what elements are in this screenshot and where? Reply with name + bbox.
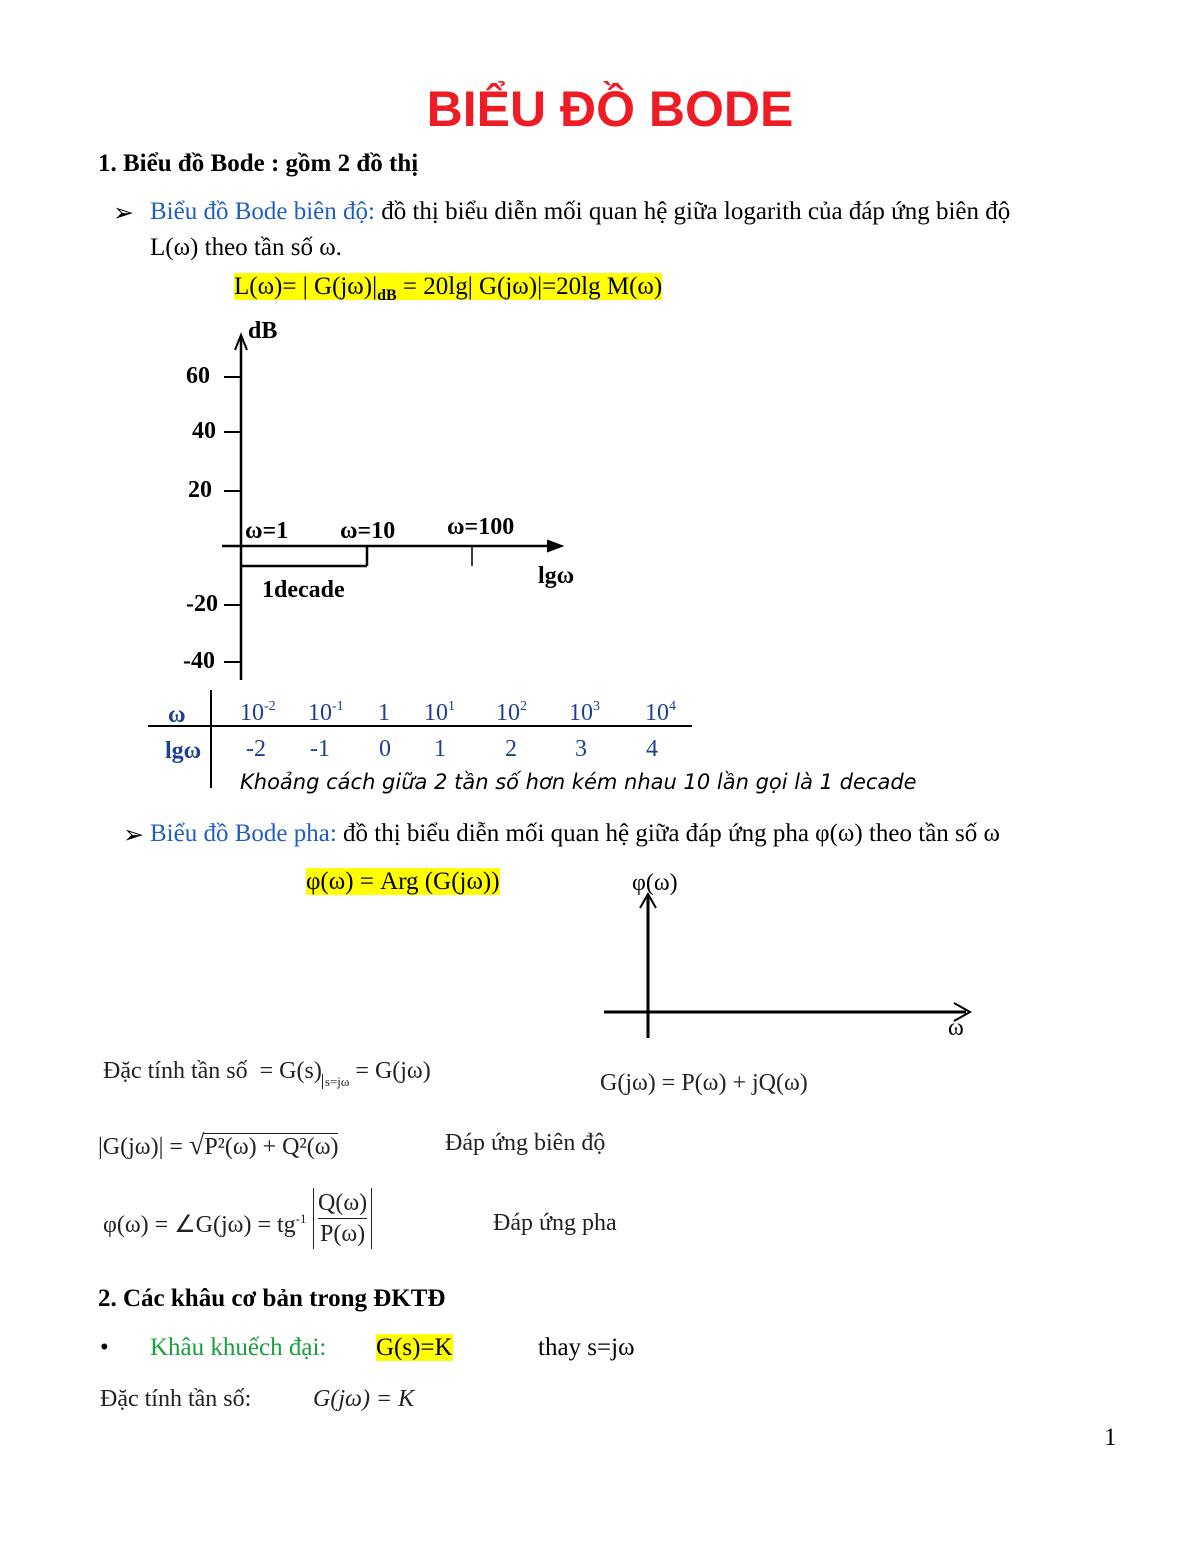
table-omega-cell: $10^{-2}$ [240,699,276,726]
table-row-2-label: lgω [165,738,202,764]
table-row-1-label: ω [168,702,186,728]
phase-eq: φ(ω) = ∠G(jω) = $tg^{-1}$ [103,1211,307,1238]
bullet-2-label: Biểu đồ Bode pha: [150,820,337,847]
table-omega-cell: $10^{-1}$ [308,699,344,726]
x-axis-arrow-icon [547,540,563,552]
bullet-1-text: đồ thị biểu diễn mối quan hệ giữa logarith của đáp ứng biên độ [381,198,1011,225]
y-tick-label: 40 [192,418,216,444]
y-tick-label: 20 [188,477,212,503]
substitution-note: thay s=jω [538,1334,635,1361]
y-unit-label: dB [248,318,278,344]
bullet-2-line [150,820,1000,848]
bullet-arrow-icon: ➢ [123,822,144,849]
table-lg-cell: 0 [379,736,391,762]
table-lg-cell: -2 [246,736,266,762]
freq-label-1: ω=1 [245,518,289,544]
section-2-freq-char-eq: G(jω) = K [313,1386,415,1412]
page-title: BIỂU ĐỒ BODE [426,81,794,137]
y-tick-label: -20 [186,591,218,617]
section-1-heading: 1. Biểu đồ Bode : gồm 2 đồ thị [98,150,419,177]
table-lg-cell: 1 [434,736,446,762]
phase-eq-fraction: Q(ω) P(ω) [313,1188,372,1249]
page-number: 1 [1104,1424,1117,1451]
bullet-1-line-2: L(ω) theo tần số ω. [150,234,342,261]
phase-plot [590,860,990,1050]
x-axis-label: lgω [538,563,575,589]
gain-formula: G(s)=K [376,1334,453,1361]
bullet-arrow-icon: ➢ [113,200,134,227]
magnitude-eq-label: Đáp ứng biên độ [445,1130,606,1156]
pq-formula: G(jω) = P(ω) + jQ(ω) [600,1070,808,1096]
freq-label-100: ω=100 [447,514,515,540]
magnitude-eq: |G(jω)| = √P²(ω) + Q²(ω) [98,1130,339,1161]
table-omega-cell: $10^2$ [496,699,527,726]
decade-note: Khoảng cách giữa 2 tần số hơn kém nhau 10 lần gọi là 1 decade [240,770,917,794]
y-tick-label: 60 [186,363,210,389]
phase-formula: φ(ω) = Arg (G(jω)) [306,868,500,895]
freq-label-10: ω=10 [340,518,396,544]
section-2-bullet-label: Khâu khuếch đại: [150,1334,327,1361]
phase-x-label: ω [948,1015,964,1041]
table-lg-cell: -1 [310,736,330,762]
decade-label: 1decade [262,577,345,603]
table-omega-cell: $10^1$ [424,699,455,726]
phase-y-label: φ(ω) [632,870,678,896]
table-omega-cell: $10^4$ [645,699,676,726]
section-2-freq-char-label: Đặc tính tần số: [100,1386,252,1412]
table-lg-cell: 2 [505,736,517,762]
bullet-2-text: đồ thị biểu diễn mối quan hệ giữa đáp ứng pha φ(ω) theo tần số ω [343,820,1000,847]
bullet-1-label: Biểu đồ Bode biên độ: [150,198,375,225]
magnitude-formula: L(ω)= | $G(j\omega)|_{dB} = 20\lg|$ G(jω)|=20lg M(ω) [234,273,663,304]
table-lg-cell: 3 [575,736,587,762]
y-tick-label: -40 [183,648,215,674]
table-omega-cell: 1 [378,700,390,726]
bullet-dot-icon: • [100,1334,109,1361]
phase-eq-label: Đáp ứng pha [493,1210,617,1236]
table-omega-cell: $10^3$ [569,699,600,726]
freq-char-formula: Đặc tính tần số = G(s) $_{s=j\omega}$ = G(jω) [103,1058,431,1089]
table-lg-cell: 4 [646,736,658,762]
section-2-heading: 2. Các khâu cơ bản trong ĐKTĐ [98,1285,446,1312]
